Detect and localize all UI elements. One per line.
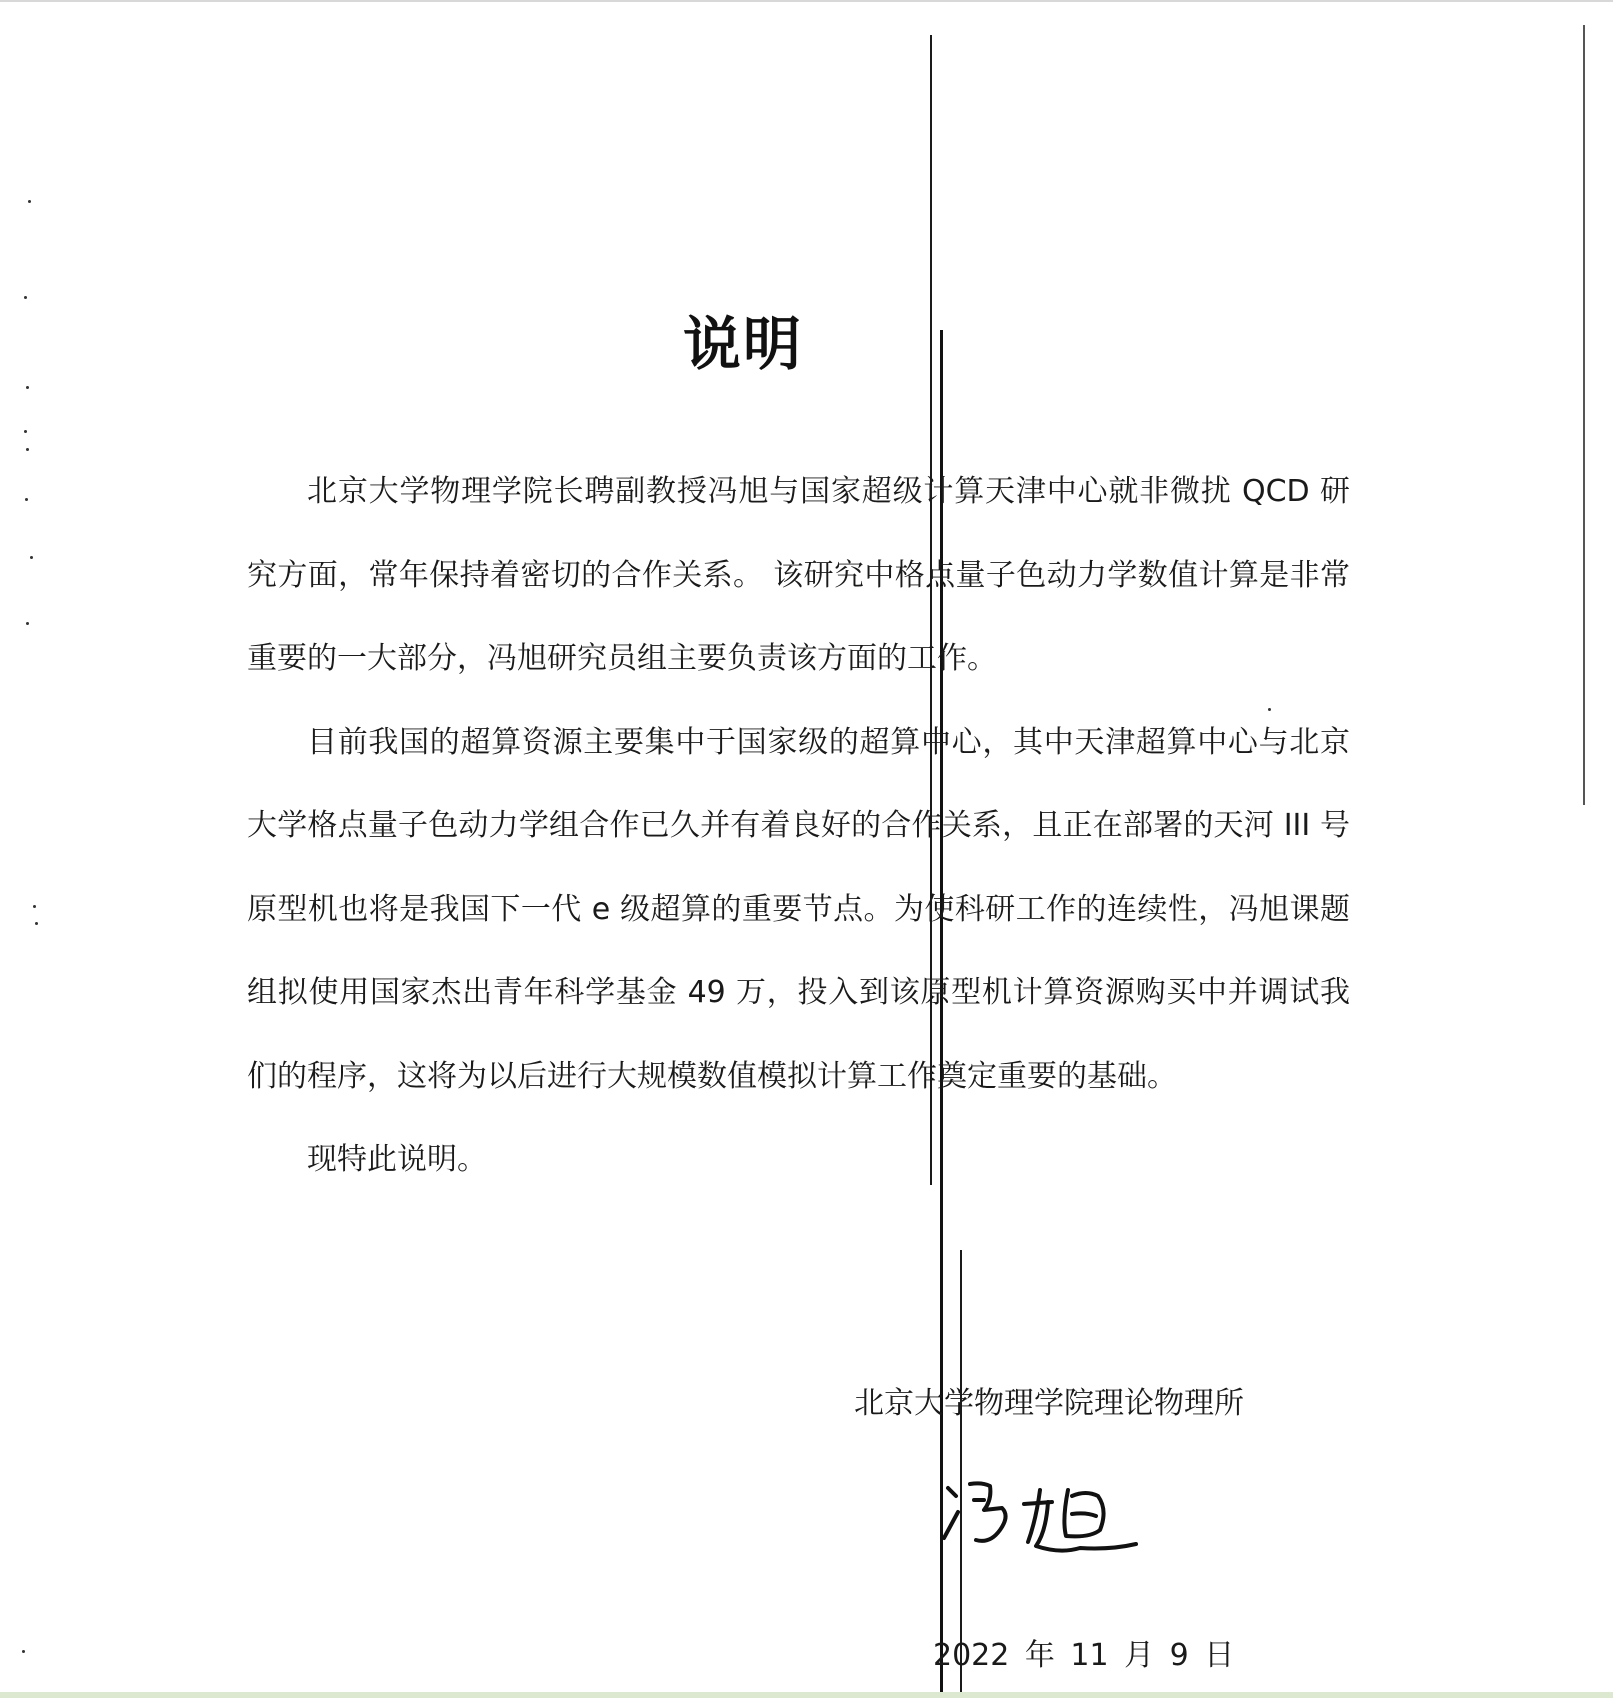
scan-dust	[26, 622, 29, 625]
scan-dust	[26, 448, 29, 451]
bottom-edge	[0, 1692, 1613, 1698]
scan-dust	[33, 905, 36, 908]
document-date: 2022 年 11 月 9 日	[933, 1638, 1235, 1673]
document-title: 说明	[682, 309, 803, 378]
scan-dust	[35, 922, 38, 925]
handwritten-signature	[940, 1460, 1140, 1570]
paragraph: 北京大学物理学院长聘副教授冯旭与国家超级计算天津中心就非微扰 QCD 研究方面，常年保持着密切的合作关系。 该研究中格点量子色动力学数值计算是非常重要的一大部分，冯旭研究员组主要负责该方面的工作。	[247, 474, 1350, 676]
top-edge	[0, 0, 1613, 2]
scan-dust	[25, 498, 28, 501]
scan-artifact-line	[1583, 25, 1585, 805]
paragraph: 目前我国的超算资源主要集中于国家级的超算中心，其中天津超算中心与北京大学格点量子色动力学组合作已久并有着良好的合作关系，且正在部署的天河 III 号原型机也将是我国下一代 e 级超算的重要节点。为使科研工作的连续性，冯旭课题组拟使用国家杰出青年科学基金 49 万，投入到该原型机计算资源购买中并调试我们的程序，这将为以后进行大规模数值模拟计算工作奠定重要的基础。	[247, 724, 1350, 1094]
paragraph: 现特此说明。	[307, 1142, 487, 1177]
organization-name: 北京大学物理学院理论物理所	[854, 1386, 1244, 1421]
scan-dust	[26, 386, 29, 389]
scan-dust	[24, 430, 27, 433]
document-body	[247, 450, 1350, 1202]
scan-dust	[22, 1650, 25, 1653]
scan-dust	[28, 200, 31, 203]
scan-dust	[30, 556, 33, 559]
